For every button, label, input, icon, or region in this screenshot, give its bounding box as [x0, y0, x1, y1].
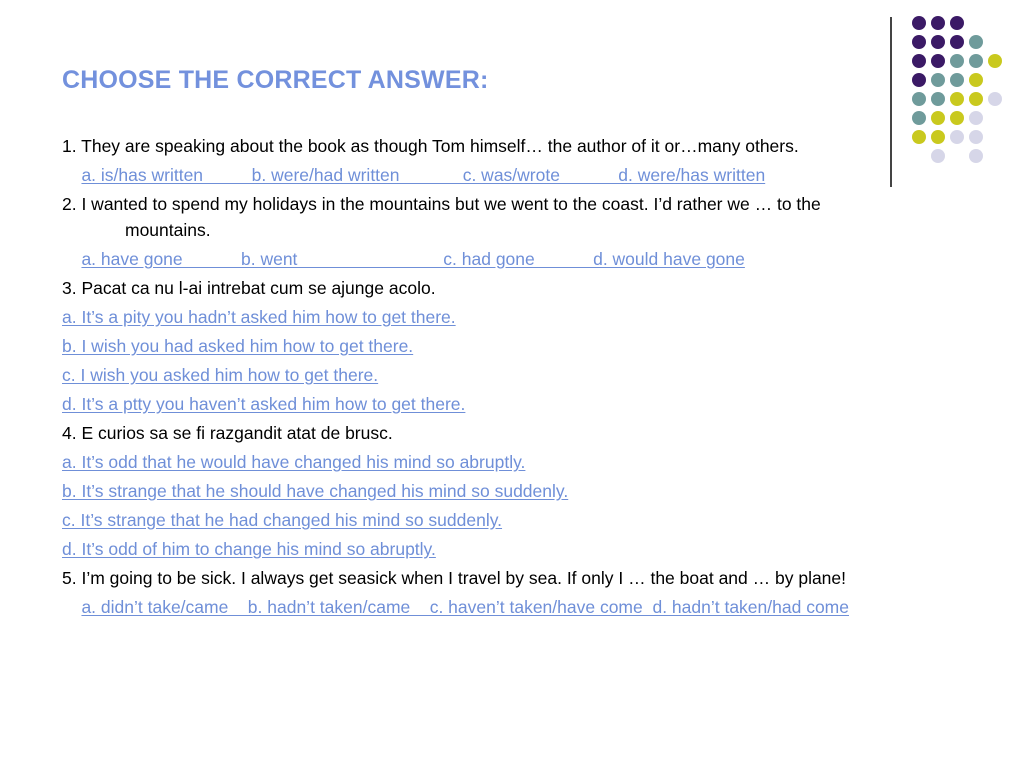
question-2-text: 2. I wanted to spend my holidays in the mountains but we went to the coast. I’d rather we … to the: [62, 194, 821, 214]
option-link[interactable]: d. It’s odd of him to change his mind so abruptly.: [62, 539, 436, 559]
dot: [931, 111, 945, 125]
dot: [912, 111, 926, 125]
option-link[interactable]: c. It’s strange that he had changed his mind so suddenly.: [62, 510, 503, 530]
question-list: [62, 133, 962, 623]
dot: [969, 130, 983, 144]
dot: [912, 54, 926, 68]
dot: [931, 54, 945, 68]
dot: [931, 16, 945, 30]
dot: [912, 35, 926, 49]
question-2-options: [62, 246, 962, 275]
dot: [969, 111, 983, 125]
dot: [950, 73, 964, 87]
dot: [950, 16, 964, 30]
question-5-text: 5. I’m going to be sick. I always get seasick when I travel by sea. If only I … the boat and … by plane!: [62, 568, 847, 588]
question-2-text-continuation: mountains.: [125, 220, 211, 240]
question-4: [62, 420, 962, 449]
question-5-options-link[interactable]: a. didn’t take/came b. hadn’t taken/came c. haven’t taken/have come d. hadn’t taken/had come: [81, 597, 849, 617]
question-3-option-c: [62, 362, 962, 391]
dot: [950, 111, 964, 125]
dot: [988, 54, 1002, 68]
question-3-text: 3. Pacat ca nu l-ai intrebat cum se ajunge acolo.: [62, 278, 436, 298]
dot: [931, 92, 945, 106]
option-link[interactable]: a. It’s odd that he would have changed his mind so abruptly.: [62, 452, 526, 472]
question-4-text: 4. E curios sa se fi razgandit atat de brusc.: [62, 423, 393, 443]
page-title: CHOOSE THE CORRECT ANSWER:: [62, 66, 489, 94]
option-link[interactable]: a. It’s a pity you hadn’t asked him how to get there.: [62, 307, 456, 327]
dot: [950, 92, 964, 106]
question-1: [62, 133, 962, 162]
question-3-option-b: [62, 333, 962, 362]
dot: [969, 149, 983, 163]
question-3-option-d: [62, 391, 962, 420]
option-link[interactable]: c. I wish you asked him how to get there.: [62, 365, 379, 385]
question-1-options-link[interactable]: a. is/has written b. were/had written c. was/wrote d. were/has written: [81, 165, 766, 185]
option-link[interactable]: d. It’s a ptty you haven’t asked him how to get there.: [62, 394, 466, 414]
question-3-option-a: [62, 304, 962, 333]
dot: [950, 35, 964, 49]
dot: [988, 92, 1002, 106]
dot: [969, 54, 983, 68]
question-3: [62, 275, 962, 304]
question-4-option-a: [62, 449, 962, 478]
dot: [912, 73, 926, 87]
dot: [969, 73, 983, 87]
dot: [950, 54, 964, 68]
dot: [931, 35, 945, 49]
question-1-options: [62, 162, 962, 191]
option-link[interactable]: b. It’s strange that he should have changed his mind so suddenly.: [62, 481, 569, 501]
question-2-options-link[interactable]: a. have gone b. went c. had gone d. would have gone: [81, 249, 745, 269]
option-link[interactable]: b. I wish you had asked him how to get there.: [62, 336, 414, 356]
question-4-option-d: [62, 536, 962, 565]
dot: [912, 16, 926, 30]
question-4-option-c: [62, 507, 962, 536]
dot: [912, 92, 926, 106]
question-5-options: [62, 594, 962, 623]
dot: [969, 92, 983, 106]
question-5: [62, 565, 962, 594]
dot: [969, 35, 983, 49]
question-2: [62, 191, 962, 243]
question-4-option-b: [62, 478, 962, 507]
question-1-text: 1. They are speaking about the book as though Tom himself… the author of it or…many others.: [62, 136, 799, 156]
dot: [931, 73, 945, 87]
